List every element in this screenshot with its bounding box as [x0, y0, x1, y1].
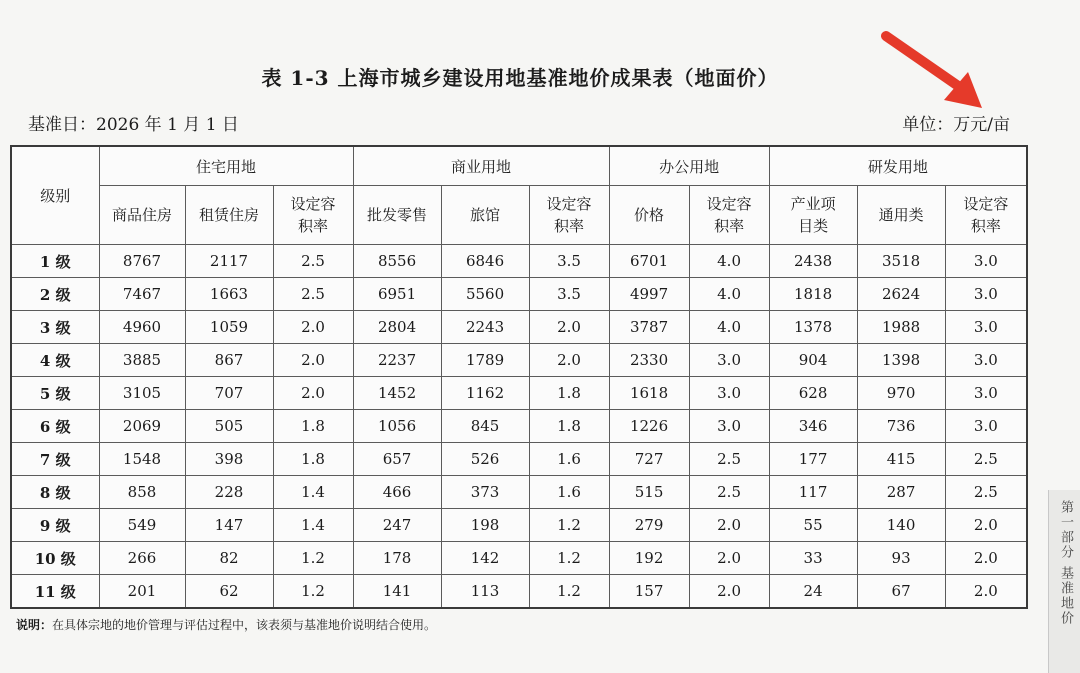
header-far-rd: 设定容积率	[945, 186, 1027, 245]
table-row	[11, 245, 1027, 278]
value-cell: 970	[857, 377, 945, 410]
value-cell: 3.0	[689, 377, 769, 410]
value-cell: 1226	[609, 410, 689, 443]
header-grade: 级别	[11, 146, 99, 245]
value-cell: 1618	[609, 377, 689, 410]
table-body	[11, 245, 1027, 609]
table-row	[11, 542, 1027, 575]
value-cell: 466	[353, 476, 441, 509]
header-rental-housing: 租赁住房	[185, 186, 273, 245]
table-row	[11, 377, 1027, 410]
header-far-commercial: 设定容积率	[529, 186, 609, 245]
value-cell: 2.0	[273, 377, 353, 410]
base-date: 基准日：2026 年 1 月 1 日	[28, 115, 239, 135]
header-group-rd: 研发用地	[769, 146, 1027, 186]
grade-cell: 9 级	[11, 509, 99, 542]
grade-cell: 4 级	[11, 344, 99, 377]
value-cell: 1378	[769, 311, 857, 344]
value-cell: 142	[441, 542, 529, 575]
value-cell: 4997	[609, 278, 689, 311]
value-cell: 2.0	[689, 575, 769, 609]
value-cell: 657	[353, 443, 441, 476]
table-title: 表 1-3 上海市城乡建设用地基准地价成果表（地面价）	[261, 66, 779, 90]
value-cell: 178	[353, 542, 441, 575]
table-row	[11, 344, 1027, 377]
value-cell: 1.8	[529, 410, 609, 443]
header-general: 通用类	[857, 186, 945, 245]
value-cell: 505	[185, 410, 273, 443]
grade-cell: 3 级	[11, 311, 99, 344]
value-cell: 1.4	[273, 509, 353, 542]
value-cell: 1.4	[273, 476, 353, 509]
value-cell: 4.0	[689, 311, 769, 344]
value-cell: 3518	[857, 245, 945, 278]
value-cell: 346	[769, 410, 857, 443]
grade-cell: 11 级	[11, 575, 99, 609]
value-cell: 727	[609, 443, 689, 476]
value-cell: 33	[769, 542, 857, 575]
value-cell: 2624	[857, 278, 945, 311]
table-row	[11, 476, 1027, 509]
value-cell: 736	[857, 410, 945, 443]
value-cell: 4960	[99, 311, 185, 344]
value-cell: 1.8	[273, 443, 353, 476]
value-cell: 1056	[353, 410, 441, 443]
value-cell: 1988	[857, 311, 945, 344]
value-cell: 147	[185, 509, 273, 542]
value-cell: 247	[353, 509, 441, 542]
section-side-label: 第一部分 基准地价	[1058, 500, 1073, 627]
value-cell: 1548	[99, 443, 185, 476]
value-cell: 2.5	[273, 278, 353, 311]
value-cell: 3.0	[945, 344, 1027, 377]
value-cell: 1789	[441, 344, 529, 377]
value-cell: 1398	[857, 344, 945, 377]
value-cell: 8556	[353, 245, 441, 278]
value-cell: 2.0	[529, 311, 609, 344]
value-cell: 526	[441, 443, 529, 476]
value-cell: 515	[609, 476, 689, 509]
value-cell: 2.0	[689, 542, 769, 575]
value-cell: 2.0	[945, 542, 1027, 575]
value-cell: 1059	[185, 311, 273, 344]
value-cell: 707	[185, 377, 273, 410]
value-cell: 93	[857, 542, 945, 575]
value-cell: 2.0	[945, 575, 1027, 609]
value-cell: 6701	[609, 245, 689, 278]
value-cell: 141	[353, 575, 441, 609]
value-cell: 2069	[99, 410, 185, 443]
value-cell: 157	[609, 575, 689, 609]
value-cell: 55	[769, 509, 857, 542]
value-cell: 1.6	[529, 443, 609, 476]
value-cell: 2.0	[945, 509, 1027, 542]
table-row	[11, 410, 1027, 443]
value-cell: 1818	[769, 278, 857, 311]
header-commodity-housing: 商品住房	[99, 186, 185, 245]
value-cell: 1.2	[273, 575, 353, 609]
value-cell: 117	[769, 476, 857, 509]
grade-cell: 2 级	[11, 278, 99, 311]
value-cell: 1.8	[273, 410, 353, 443]
value-cell: 904	[769, 344, 857, 377]
value-cell: 4.0	[689, 245, 769, 278]
unit-label: 单位：万元/亩	[902, 115, 1010, 135]
value-cell: 3.0	[945, 245, 1027, 278]
value-cell: 266	[99, 542, 185, 575]
header-far-office: 设定容积率	[689, 186, 769, 245]
land-price-table	[10, 145, 1028, 609]
header-group-office: 办公用地	[609, 146, 769, 186]
table-row	[11, 311, 1027, 344]
value-cell: 2237	[353, 344, 441, 377]
value-cell: 287	[857, 476, 945, 509]
value-cell: 2.5	[945, 443, 1027, 476]
header-wholesale-retail: 批发零售	[353, 186, 441, 245]
value-cell: 8767	[99, 245, 185, 278]
header-industry-project: 产业项目类	[769, 186, 857, 245]
value-cell: 279	[609, 509, 689, 542]
value-cell: 1663	[185, 278, 273, 311]
value-cell: 6951	[353, 278, 441, 311]
table-row	[11, 443, 1027, 476]
value-cell: 2243	[441, 311, 529, 344]
table-row	[11, 278, 1027, 311]
value-cell: 4.0	[689, 278, 769, 311]
value-cell: 2.0	[273, 344, 353, 377]
value-cell: 415	[857, 443, 945, 476]
value-cell: 1.8	[529, 377, 609, 410]
value-cell: 3.0	[945, 410, 1027, 443]
value-cell: 67	[857, 575, 945, 609]
value-cell: 2117	[185, 245, 273, 278]
value-cell: 201	[99, 575, 185, 609]
footnote-label: 说明：	[16, 618, 53, 632]
value-cell: 2804	[353, 311, 441, 344]
value-cell: 2.0	[273, 311, 353, 344]
grade-cell: 6 级	[11, 410, 99, 443]
value-cell: 82	[185, 542, 273, 575]
value-cell: 198	[441, 509, 529, 542]
value-cell: 1.6	[529, 476, 609, 509]
value-cell: 1.2	[529, 575, 609, 609]
value-cell: 3.5	[529, 245, 609, 278]
value-cell: 2.5	[689, 443, 769, 476]
footnote-text: 在具体宗地的地价管理与评估过程中，该表须与基准地价说明结合使用。	[52, 618, 437, 632]
value-cell: 3.0	[689, 344, 769, 377]
grade-cell: 5 级	[11, 377, 99, 410]
value-cell: 62	[185, 575, 273, 609]
value-cell: 3.5	[529, 278, 609, 311]
value-cell: 3787	[609, 311, 689, 344]
value-cell: 228	[185, 476, 273, 509]
value-cell: 867	[185, 344, 273, 377]
value-cell: 1.2	[529, 542, 609, 575]
value-cell: 177	[769, 443, 857, 476]
header-group-commercial: 商业用地	[353, 146, 609, 186]
value-cell: 3105	[99, 377, 185, 410]
header-office-price: 价格	[609, 186, 689, 245]
header-group-residential: 住宅用地	[99, 146, 353, 186]
value-cell: 192	[609, 542, 689, 575]
value-cell: 2438	[769, 245, 857, 278]
value-cell: 2.5	[273, 245, 353, 278]
value-cell: 2.5	[689, 476, 769, 509]
value-cell: 5560	[441, 278, 529, 311]
header-hotel: 旅馆	[441, 186, 529, 245]
value-cell: 628	[769, 377, 857, 410]
value-cell: 3.0	[945, 377, 1027, 410]
value-cell: 1452	[353, 377, 441, 410]
value-cell: 3885	[99, 344, 185, 377]
grade-cell: 7 级	[11, 443, 99, 476]
value-cell: 6846	[441, 245, 529, 278]
value-cell: 398	[185, 443, 273, 476]
value-cell: 845	[441, 410, 529, 443]
value-cell: 3.0	[945, 278, 1027, 311]
value-cell: 7467	[99, 278, 185, 311]
header-far-residential: 设定容积率	[273, 186, 353, 245]
value-cell: 24	[769, 575, 857, 609]
grade-cell: 1 级	[11, 245, 99, 278]
grade-cell: 10 级	[11, 542, 99, 575]
value-cell: 113	[441, 575, 529, 609]
footnote	[16, 616, 436, 633]
value-cell: 2.5	[945, 476, 1027, 509]
value-cell: 1.2	[273, 542, 353, 575]
value-cell: 858	[99, 476, 185, 509]
value-cell: 549	[99, 509, 185, 542]
value-cell: 373	[441, 476, 529, 509]
table-row	[11, 509, 1027, 542]
grade-cell: 8 级	[11, 476, 99, 509]
value-cell: 2330	[609, 344, 689, 377]
table-row	[11, 575, 1027, 609]
value-cell: 3.0	[945, 311, 1027, 344]
value-cell: 1.2	[529, 509, 609, 542]
value-cell: 3.0	[689, 410, 769, 443]
value-cell: 140	[857, 509, 945, 542]
value-cell: 2.0	[689, 509, 769, 542]
value-cell: 2.0	[529, 344, 609, 377]
value-cell: 1162	[441, 377, 529, 410]
